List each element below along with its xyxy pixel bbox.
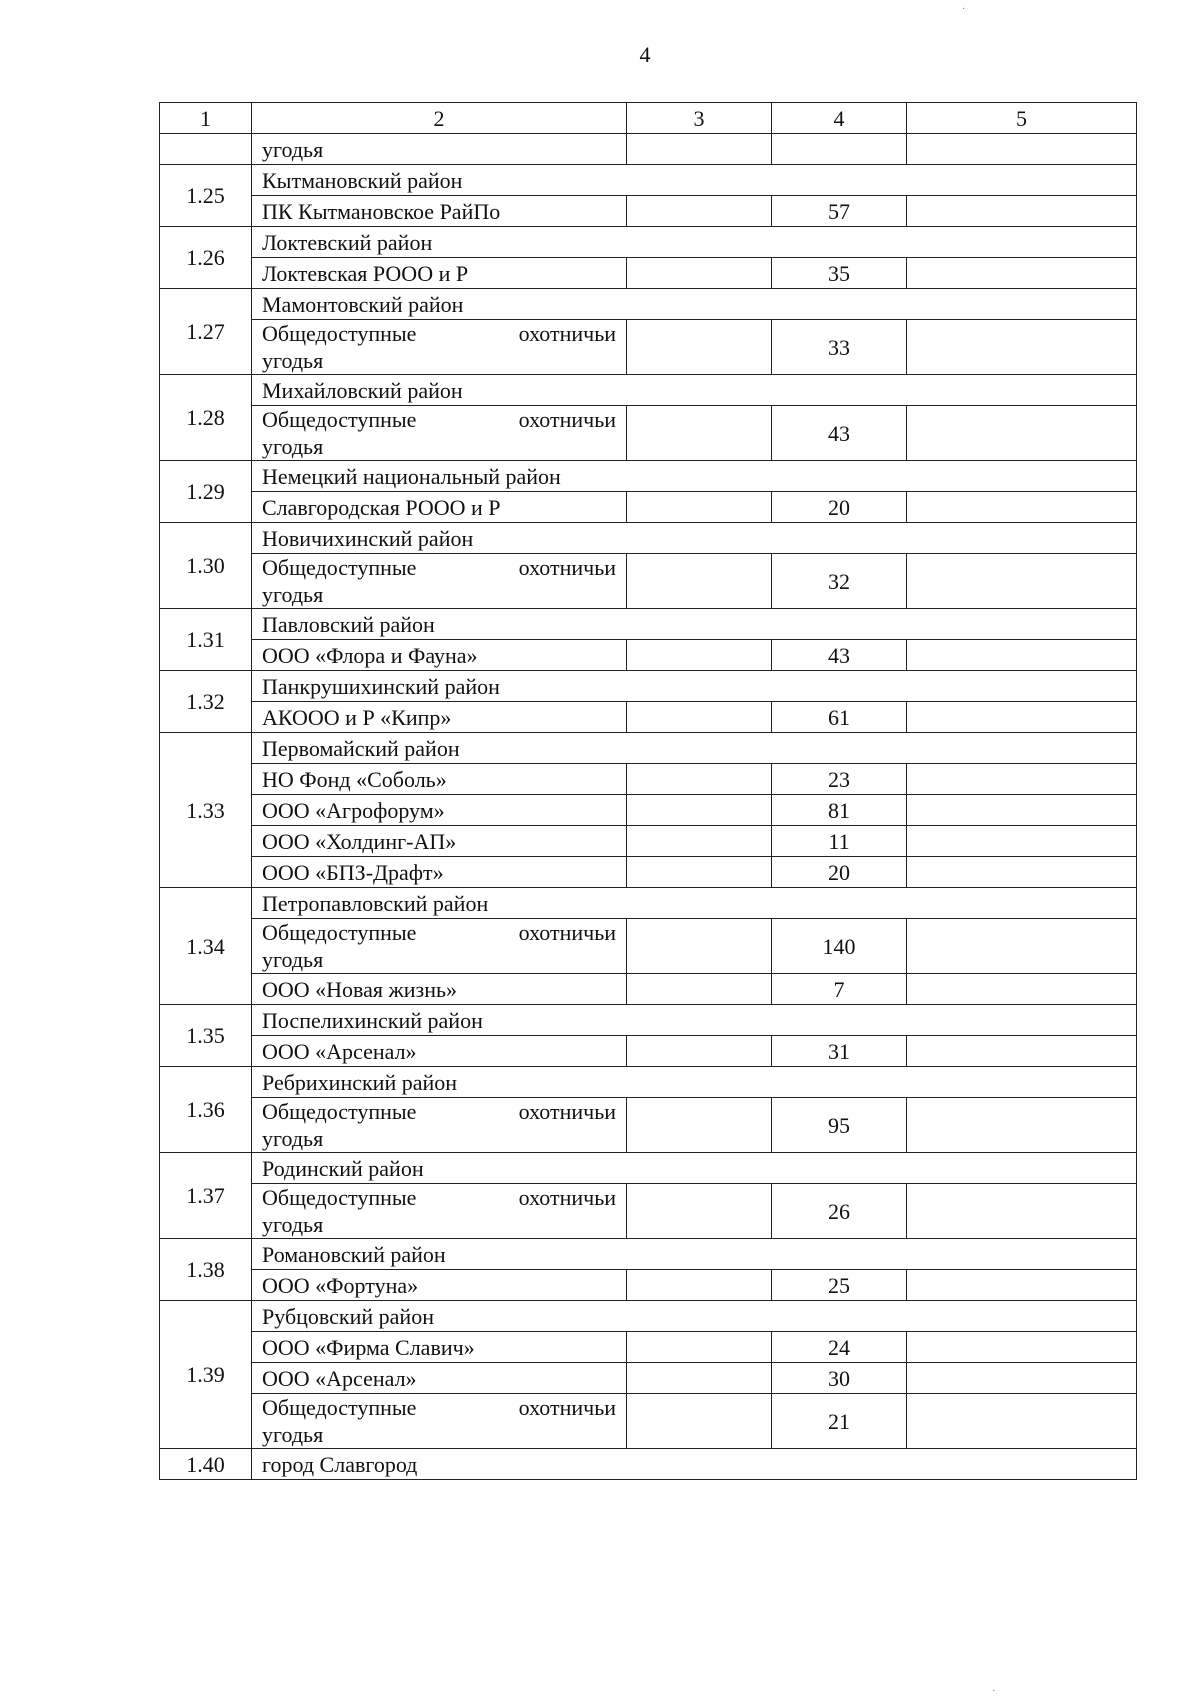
district-name-cell: Романовский район [252, 1239, 1137, 1270]
continuation-col5-cell [907, 134, 1137, 165]
quota-value-cell: 11 [772, 826, 907, 857]
header-cell-4: 4 [772, 103, 907, 134]
header-cell-5: 5 [907, 103, 1137, 134]
quota-value-cell: 61 [772, 702, 907, 733]
hunting-user-name-cell [252, 554, 627, 609]
scan-speck: · [962, 4, 966, 15]
column-3-cell [627, 919, 772, 974]
hunting-user-name-cell [252, 919, 627, 974]
column-3-cell [627, 1394, 772, 1449]
column-5-cell [907, 1270, 1137, 1301]
column-3-cell [627, 702, 772, 733]
entry-row [160, 795, 1137, 826]
row-number-cell: 1.40 [160, 1449, 252, 1480]
row-number-cell: 1.26 [160, 227, 252, 289]
district-name-cell: Родинский район [252, 1153, 1137, 1184]
entry-row [160, 320, 1137, 375]
entry-row [160, 1332, 1137, 1363]
district-name-cell: Ребрихинский район [252, 1067, 1137, 1098]
column-3-cell [627, 826, 772, 857]
entry-row [160, 857, 1137, 888]
quota-value-cell: 31 [772, 1036, 907, 1067]
entry-row [160, 492, 1137, 523]
row-number-cell: 1.32 [160, 671, 252, 733]
name-line-2: угодья [262, 348, 324, 373]
entry-row [160, 554, 1137, 609]
entry-row [160, 196, 1137, 227]
name-line-1 [262, 1394, 616, 1421]
hunting-user-name-cell: ООО «Фортуна» [252, 1270, 627, 1301]
column-5-cell [907, 1394, 1137, 1449]
column-5-cell [907, 406, 1137, 461]
district-row [160, 523, 1137, 554]
row-number-cell: 1.28 [160, 375, 252, 461]
row-number-cell: 1.38 [160, 1239, 252, 1301]
column-3-cell [627, 320, 772, 375]
column-5-cell [907, 764, 1137, 795]
district-row [160, 609, 1137, 640]
allocation-table [159, 102, 1137, 1480]
column-5-cell [907, 1036, 1137, 1067]
name-line-1 [262, 406, 616, 433]
hunting-user-name-cell: АКООО и Р «Кипр» [252, 702, 627, 733]
hunting-user-name-cell: ООО «Агрофорум» [252, 795, 627, 826]
hunting-user-name-cell: ООО «Новая жизнь» [252, 974, 627, 1005]
quota-value-cell: 43 [772, 406, 907, 461]
district-name-cell: Рубцовский район [252, 1301, 1137, 1332]
column-3-cell [627, 554, 772, 609]
column-3-cell [627, 857, 772, 888]
name-line-1-right: охотничьи [518, 555, 616, 580]
hunting-user-name-cell: Локтевская РООО и Р [252, 258, 627, 289]
name-line-1-left: Общедоступные [262, 407, 417, 432]
column-5-cell [907, 554, 1137, 609]
continuation-name-cell: угодья [252, 134, 627, 165]
column-5-cell [907, 320, 1137, 375]
district-name-cell: Немецкий национальный район [252, 461, 1137, 492]
entry-row [160, 640, 1137, 671]
column-3-cell [627, 1270, 772, 1301]
column-5-cell [907, 196, 1137, 227]
quota-value-cell: 24 [772, 1332, 907, 1363]
quota-value-cell: 35 [772, 258, 907, 289]
name-line-2: угодья [262, 582, 324, 607]
name-line-1 [262, 919, 616, 946]
name-line-1-left: Общедоступные [262, 920, 417, 945]
name-line-2: угодья [262, 1212, 324, 1237]
district-name-cell: Новичихинский район [252, 523, 1137, 554]
name-line-2: угодья [262, 1422, 324, 1447]
name-line-1 [262, 1184, 616, 1211]
column-3-cell [627, 1363, 772, 1394]
name-line-1-right: охотничьи [518, 1185, 616, 1210]
column-3-cell [627, 1036, 772, 1067]
column-3-cell [627, 1098, 772, 1153]
district-row [160, 165, 1137, 196]
row-number-cell: 1.34 [160, 888, 252, 1005]
hunting-user-name-cell: ООО «БПЗ-Драфт» [252, 857, 627, 888]
column-3-cell [627, 764, 772, 795]
column-3-cell [627, 492, 772, 523]
entry-row [160, 406, 1137, 461]
continuation-row [160, 134, 1137, 165]
hunting-user-name-cell [252, 1394, 627, 1449]
district-name-cell: Павловский район [252, 609, 1137, 640]
column-5-cell [907, 919, 1137, 974]
column-5-cell [907, 826, 1137, 857]
column-5-cell [907, 1098, 1137, 1153]
row-number-cell: 1.31 [160, 609, 252, 671]
column-5-cell [907, 702, 1137, 733]
quota-value-cell: 25 [772, 1270, 907, 1301]
name-line-1-left: Общедоступные [262, 1395, 417, 1420]
quota-value-cell: 21 [772, 1394, 907, 1449]
district-row [160, 1005, 1137, 1036]
column-5-cell [907, 258, 1137, 289]
column-3-cell [627, 795, 772, 826]
name-line-2: угодья [262, 434, 324, 459]
entry-row [160, 1363, 1137, 1394]
name-line-2: угодья [262, 947, 324, 972]
name-line-2: угодья [262, 1126, 324, 1151]
district-name-cell: Мамонтовский район [252, 289, 1137, 320]
row-number-cell: 1.27 [160, 289, 252, 375]
hunting-user-name-cell: ООО «Арсенал» [252, 1036, 627, 1067]
name-line-1-right: охотничьи [518, 1099, 616, 1124]
name-line-1 [262, 1098, 616, 1125]
name-line-1-right: охотничьи [518, 1395, 616, 1420]
hunting-user-name-cell [252, 406, 627, 461]
name-line-1-right: охотничьи [518, 920, 616, 945]
quota-value-cell: 30 [772, 1363, 907, 1394]
column-5-cell [907, 795, 1137, 826]
continuation-number-cell [160, 134, 252, 165]
entry-row [160, 826, 1137, 857]
row-number-cell: 1.35 [160, 1005, 252, 1067]
district-row [160, 1239, 1137, 1270]
name-line-1 [262, 320, 616, 347]
district-name-cell: Поспелихинский район [252, 1005, 1137, 1036]
column-3-cell [627, 406, 772, 461]
name-line-1-left: Общедоступные [262, 555, 417, 580]
district-name-cell: Локтевский район [252, 227, 1137, 258]
column-5-cell [907, 640, 1137, 671]
quota-value-cell: 33 [772, 320, 907, 375]
row-number-cell: 1.36 [160, 1067, 252, 1153]
district-row [160, 1449, 1137, 1480]
table-header-row [160, 103, 1137, 134]
entry-row [160, 764, 1137, 795]
hunting-user-name-cell: ООО «Холдинг-АП» [252, 826, 627, 857]
column-3-cell [627, 1184, 772, 1239]
hunting-user-name-cell: ООО «Фирма Славич» [252, 1332, 627, 1363]
continuation-col3-cell [627, 134, 772, 165]
quota-value-cell: 95 [772, 1098, 907, 1153]
entry-row [160, 1184, 1137, 1239]
row-number-cell: 1.29 [160, 461, 252, 523]
district-row [160, 1153, 1137, 1184]
district-name-cell: Кытмановский район [252, 165, 1137, 196]
entry-row [160, 258, 1137, 289]
quota-value-cell: 26 [772, 1184, 907, 1239]
district-row [160, 733, 1137, 764]
hunting-user-name-cell: ООО «Арсенал» [252, 1363, 627, 1394]
hunting-user-name-cell: НО Фонд «Соболь» [252, 764, 627, 795]
hunting-user-name-cell [252, 1098, 627, 1153]
entry-row [160, 702, 1137, 733]
district-row [160, 289, 1137, 320]
page-number: 4 [639, 42, 651, 67]
district-name-cell: город Славгород [252, 1449, 1137, 1480]
scan-speck: · [992, 1686, 996, 1697]
district-name-cell: Панкрушихинский район [252, 671, 1137, 702]
district-name-cell: Михайловский район [252, 375, 1137, 406]
hunting-user-name-cell [252, 1184, 627, 1239]
name-line-1-right: охотничьи [518, 407, 616, 432]
entry-row [160, 1394, 1137, 1449]
district-row [160, 461, 1137, 492]
row-number-cell: 1.25 [160, 165, 252, 227]
column-3-cell [627, 258, 772, 289]
column-5-cell [907, 1184, 1137, 1239]
name-line-1-left: Общедоступные [262, 1099, 417, 1124]
row-number-cell: 1.30 [160, 523, 252, 609]
hunting-user-name-cell: ООО «Флора и Фауна» [252, 640, 627, 671]
header-cell-1: 1 [160, 103, 252, 134]
column-5-cell [907, 492, 1137, 523]
column-3-cell [627, 196, 772, 227]
quota-value-cell: 43 [772, 640, 907, 671]
district-row [160, 375, 1137, 406]
table-body [160, 103, 1137, 1480]
row-number-cell: 1.39 [160, 1301, 252, 1449]
name-line-1 [262, 554, 616, 581]
column-3-cell [627, 974, 772, 1005]
name-line-1-left: Общедоступные [262, 321, 417, 346]
column-5-cell [907, 1363, 1137, 1394]
continuation-value-cell [772, 134, 907, 165]
district-name-cell: Первомайский район [252, 733, 1137, 764]
column-5-cell [907, 857, 1137, 888]
quota-value-cell: 32 [772, 554, 907, 609]
district-row [160, 227, 1137, 258]
row-number-cell: 1.33 [160, 733, 252, 888]
column-3-cell [627, 1332, 772, 1363]
name-line-1-right: охотничьи [518, 321, 616, 346]
quota-value-cell: 23 [772, 764, 907, 795]
quota-value-cell: 81 [772, 795, 907, 826]
column-5-cell [907, 974, 1137, 1005]
quota-value-cell: 20 [772, 857, 907, 888]
entry-row [160, 919, 1137, 974]
header-cell-2: 2 [252, 103, 627, 134]
entry-row [160, 1098, 1137, 1153]
header-cell-3: 3 [627, 103, 772, 134]
district-row [160, 1301, 1137, 1332]
hunting-user-name-cell: Славгородская РООО и Р [252, 492, 627, 523]
column-3-cell [627, 640, 772, 671]
entry-row [160, 974, 1137, 1005]
column-5-cell [907, 1332, 1137, 1363]
hunting-user-name-cell: ПК Кытмановское РайПо [252, 196, 627, 227]
hunting-user-name-cell [252, 320, 627, 375]
entry-row [160, 1036, 1137, 1067]
district-row [160, 671, 1137, 702]
district-row [160, 1067, 1137, 1098]
row-number-cell: 1.37 [160, 1153, 252, 1239]
name-line-1-left: Общедоступные [262, 1185, 417, 1210]
quota-value-cell: 20 [772, 492, 907, 523]
quota-value-cell: 7 [772, 974, 907, 1005]
district-row [160, 888, 1137, 919]
district-name-cell: Петропавловский район [252, 888, 1137, 919]
quota-value-cell: 140 [772, 919, 907, 974]
entry-row [160, 1270, 1137, 1301]
quota-value-cell: 57 [772, 196, 907, 227]
